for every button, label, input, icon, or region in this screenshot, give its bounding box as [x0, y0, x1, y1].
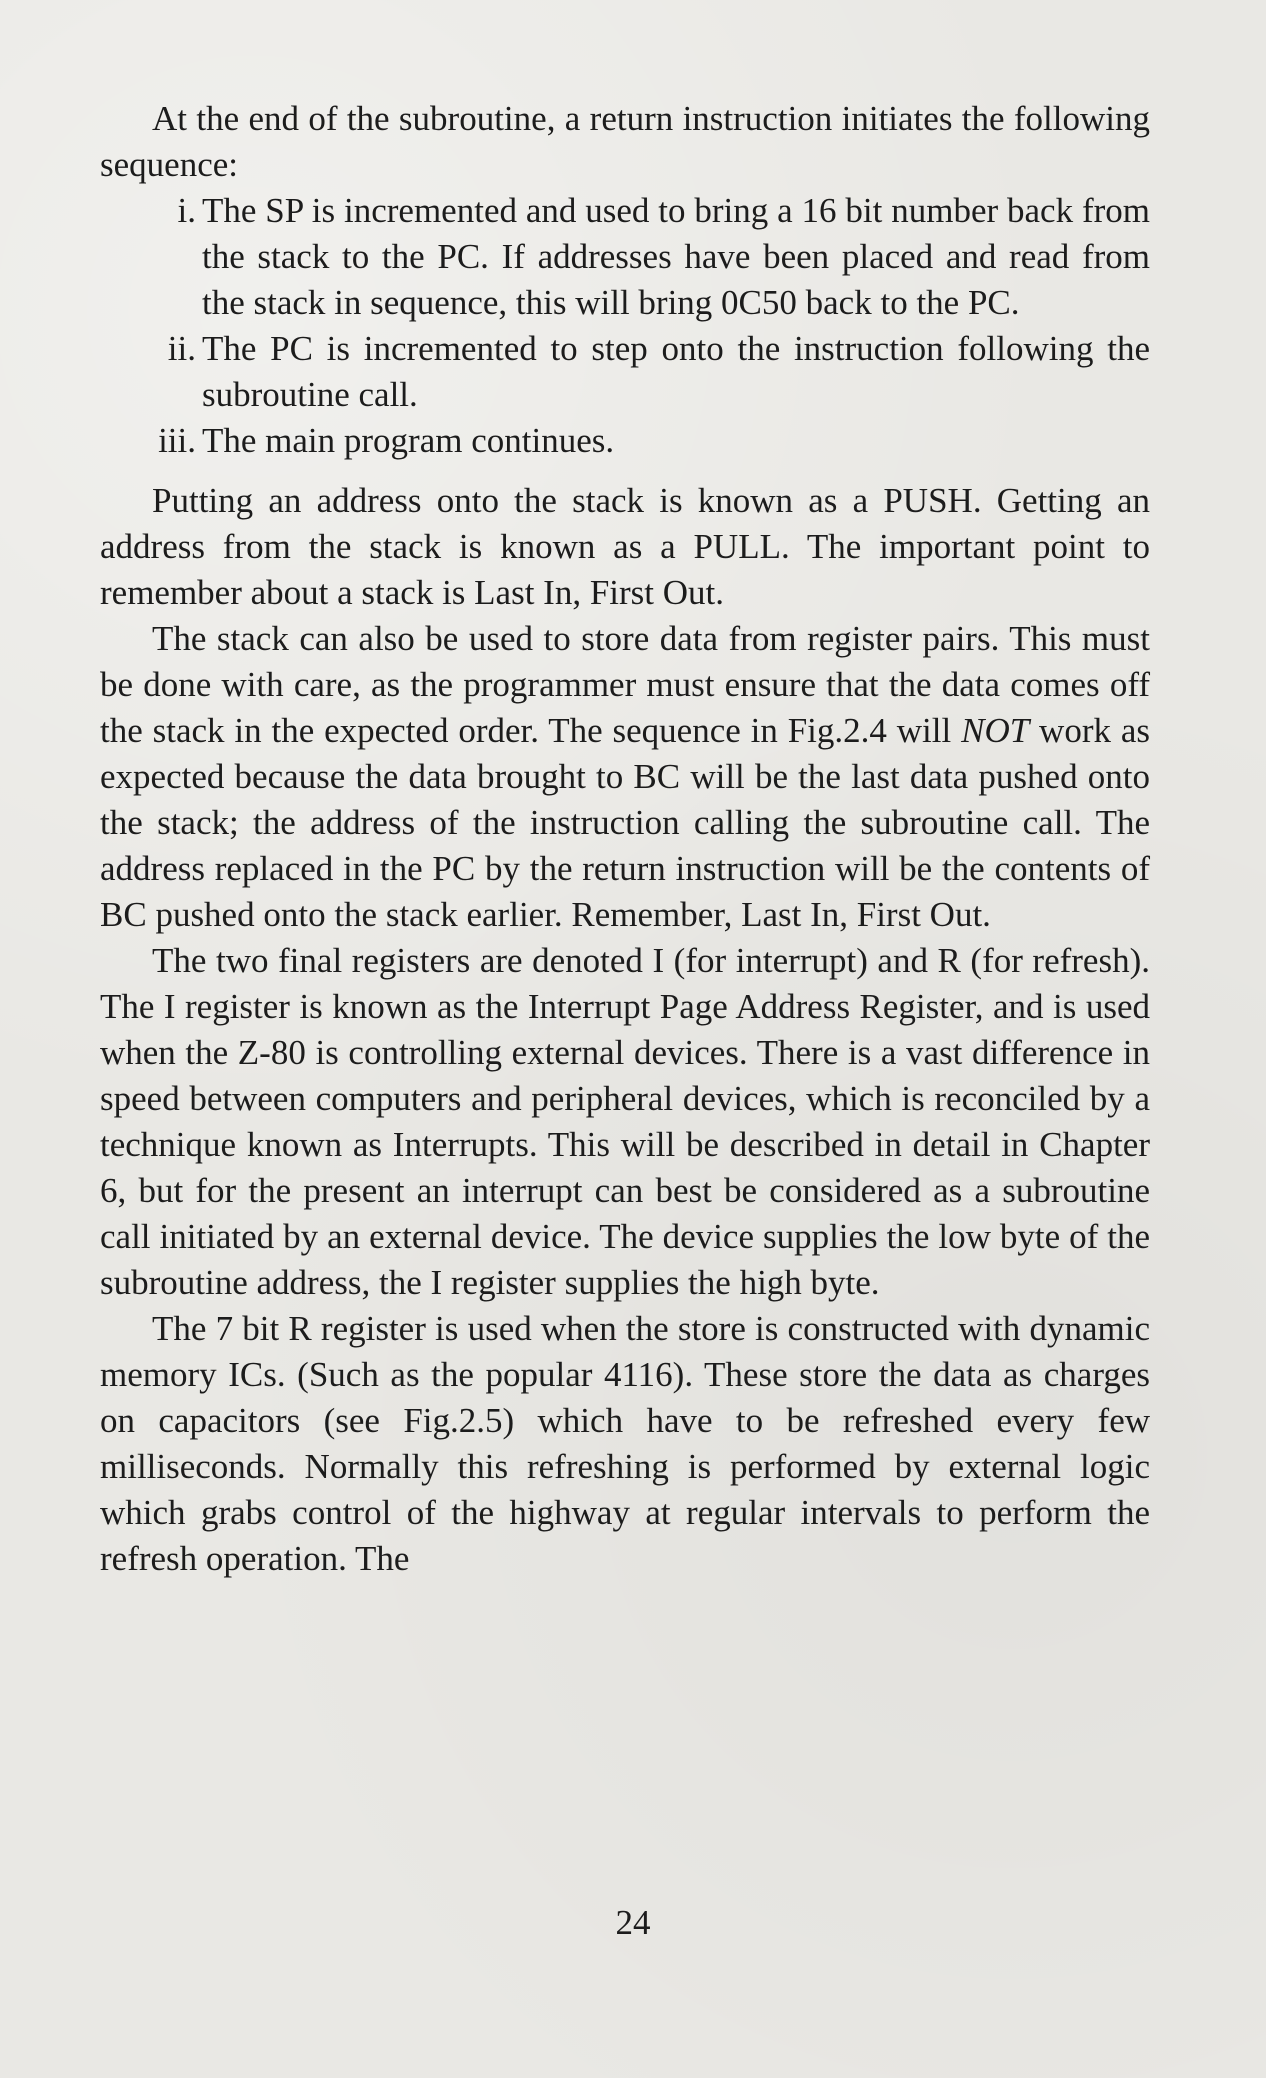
interrupt-register-paragraph: The two final registers are denoted I (for interrupt) and R (for refresh). The I register is known as the Interrupt Page Address Register, and is used when the Z-80 is controlling external devices. There is a vast difference in speed between computers and peripheral devices, which is reconciled by a technique known as Interrupts. This will be described in detail in Chapter 6, but for the present an interrupt can best be considered as a subroutine call initiated by an external device. The device supplies the low byte of the subroutine address, the I register supplies the high byte. [100, 941, 1150, 1302]
list-item [100, 418, 1150, 464]
return-sequence-list [100, 188, 1150, 464]
paragraph-text: The stack can also be used to store data from register pairs. This must be done with care, as the programmer must ensure that the data comes off the stack in the expected order. The sequence in Fig.2.4 will [100, 619, 1150, 750]
list-item-text: The main program continues. [202, 421, 615, 460]
paragraph-text: work as expected because the data brought to BC will be the last data pushed onto the stack; the address of the instruction calling the subroutine call. The address replaced in the PC by the return instruction will be the contents of BC pushed onto the stack earlier. Remember, Last In, First Out. [100, 711, 1150, 934]
list-item-number: iii. [158, 421, 196, 460]
emphasis-not: NOT [961, 711, 1030, 750]
push-pull-paragraph: Putting an address onto the stack is known as a PUSH. Getting an address from the stack is known as a PULL. The important point to remember about a stack is Last In, First Out. [100, 481, 1150, 612]
page-number: 24 [615, 1903, 651, 1942]
list-item-text: The PC is incremented to step onto the instruction following the subroutine call. [202, 329, 1150, 414]
page-body [100, 96, 1150, 1582]
list-item-number: ii. [167, 329, 196, 368]
register-pairs-paragraph [100, 616, 1150, 938]
list-item-text: The SP is incremented and used to bring a 16 bit number back from the stack to the PC. If addresses have been placed and read from the stack in sequence, this will bring 0C50 back to the PC. [202, 191, 1150, 322]
list-item-number: i. [177, 191, 196, 230]
refresh-register-paragraph: The 7 bit R register is used when the store is constructed with dynamic memory ICs. (Such as the popular 4116). These store the data as charges on capacitors (see Fig.2.5) which have to be refreshed every few milliseconds. Normally this refreshing is performed by external logic which grabs control of the highway at regular intervals to perform the refresh operation. The [100, 1309, 1150, 1578]
list-item [100, 188, 1150, 326]
intro-paragraph: At the end of the subroutine, a return instruction initiates the following sequence: [100, 99, 1150, 184]
list-item [100, 326, 1150, 418]
